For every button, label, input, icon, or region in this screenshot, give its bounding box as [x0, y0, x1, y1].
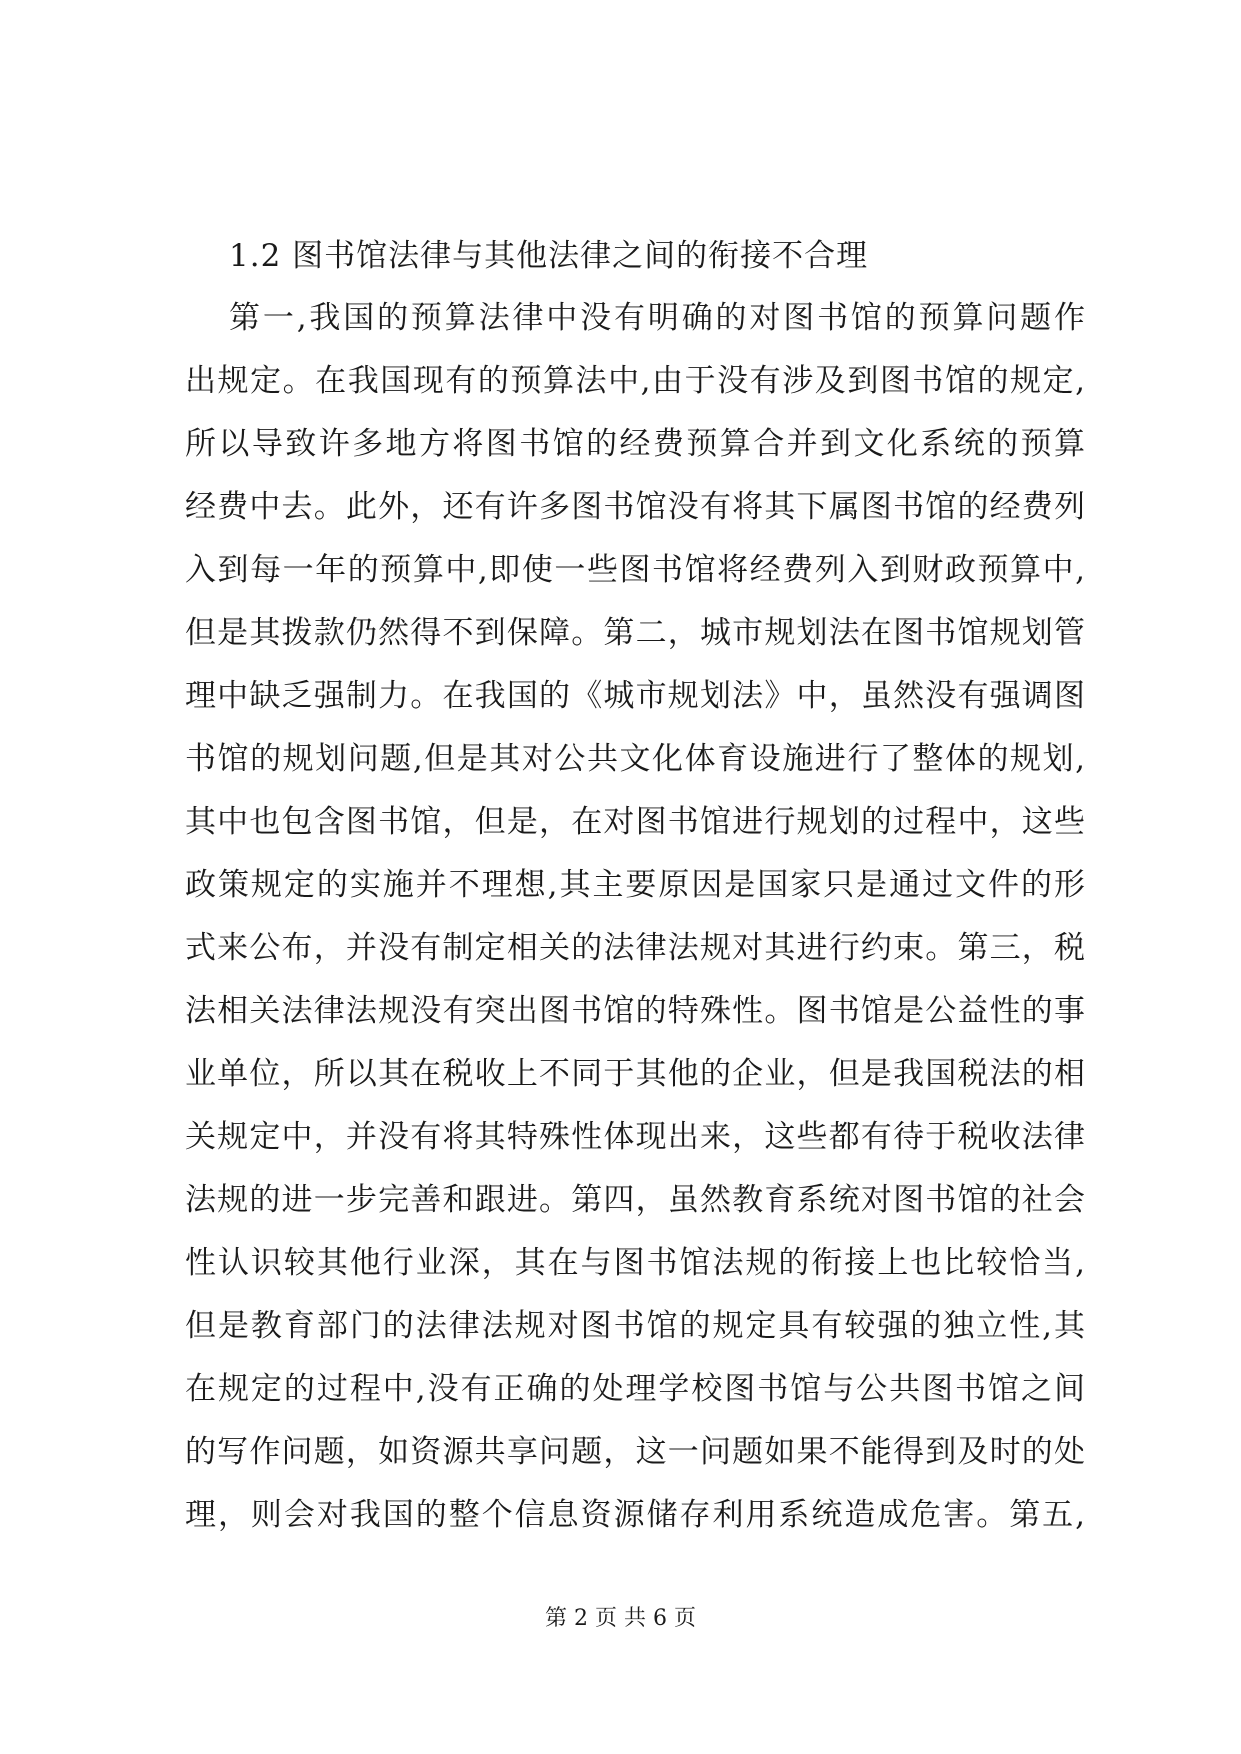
paragraph-line: 书馆的规划问题,但是其对公共文化体育设施进行了整体的规划, — [185, 741, 1085, 777]
paragraph-line: 业单位，所以其在税收上不同于其他的企业，但是我国税法的相 — [185, 1056, 1085, 1092]
paragraph-line: 出规定。在我国现有的预算法中,由于没有涉及到图书馆的规定, — [185, 363, 1085, 399]
paragraph-line: 式来公布，并没有制定相关的法律法规对其进行约束。第三，税 — [185, 930, 1085, 966]
paragraph-line: 其中也包含图书馆，但是，在对图书馆进行规划的过程中，这些 — [185, 804, 1085, 840]
paragraph-line: 经费中去。此外，还有许多图书馆没有将其下属图书馆的经费列 — [185, 489, 1085, 525]
paragraph-line: 第一,我国的预算法律中没有明确的对图书馆的预算问题作 — [229, 300, 1085, 336]
document-body — [185, 225, 1085, 1547]
paragraph-line: 关规定中，并没有将其特殊性体现出来，这些都有待于税收法律 — [185, 1119, 1085, 1155]
page-number-label: 第 2 页 共 6 页 — [545, 1606, 696, 1631]
paragraph-line: 但是其拨款仍然得不到保障。第二，城市规划法在图书馆规划管 — [185, 615, 1085, 651]
paragraph-line: 法相关法律法规没有突出图书馆的特殊性。图书馆是公益性的事 — [185, 993, 1085, 1029]
paragraph-line: 入到每一年的预算中,即使一些图书馆将经费列入到财政预算中, — [185, 552, 1085, 588]
paragraph-line: 性认识较其他行业深，其在与图书馆法规的衔接上也比较恰当, — [185, 1245, 1085, 1281]
paragraph-line: 所以导致许多地方将图书馆的经费预算合并到文化系统的预算 — [185, 426, 1085, 462]
section-heading: 1.2 图书馆法律与其他法律之间的衔接不合理 — [229, 238, 869, 274]
paragraph-line: 在规定的过程中,没有正确的处理学校图书馆与公共图书馆之间 — [185, 1371, 1085, 1407]
paragraph-line: 政策规定的实施并不理想,其主要原因是国家只是通过文件的形 — [185, 867, 1085, 903]
paragraph-line: 理，则会对我国的整个信息资源储存利用系统造成危害。第五, — [185, 1497, 1085, 1533]
paragraph-line: 但是教育部门的法律法规对图书馆的规定具有较强的独立性,其 — [185, 1308, 1085, 1344]
paragraph — [185, 287, 1085, 1547]
page-footer — [0, 1604, 1241, 1634]
paragraph-line: 法规的进一步完善和跟进。第四，虽然教育系统对图书馆的社会 — [185, 1182, 1085, 1218]
paragraph-line: 理中缺乏强制力。在我国的《城市规划法》中，虽然没有强调图 — [185, 678, 1085, 714]
paragraph-line: 的写作问题，如资源共享问题，这一问题如果不能得到及时的处 — [185, 1434, 1085, 1470]
